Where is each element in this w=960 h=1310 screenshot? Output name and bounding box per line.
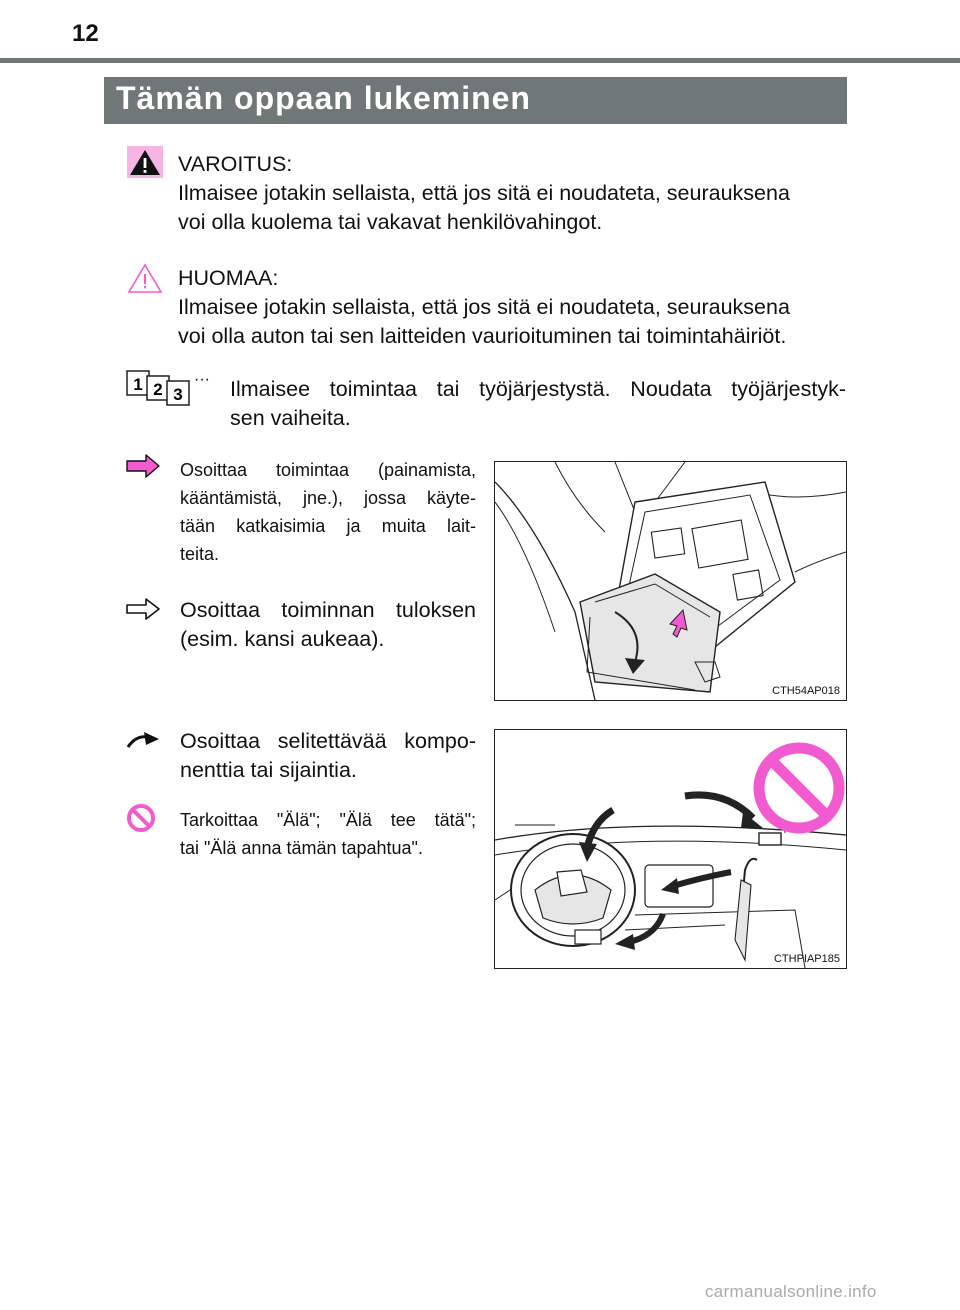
header-rule [0, 58, 960, 63]
curved-pointer-arrow-icon [126, 731, 160, 749]
warning-triangle-filled-icon [127, 146, 163, 178]
pink-arrow-icon [126, 454, 160, 478]
result-line-1: Osoittaa toiminnan tuloksen [180, 598, 476, 622]
warning-triangle-outline-icon [127, 262, 163, 294]
dashboard-illustration [495, 730, 846, 968]
outline-arrow-icon [126, 597, 160, 621]
operation-line-1: Osoittaa toimintaa (painamista, [180, 460, 476, 480]
warning-text [178, 150, 846, 237]
numbered-steps-icon [126, 370, 221, 406]
step-number-2: 2 [153, 380, 163, 399]
result-text [180, 596, 476, 654]
notice-line-2: voi olla auton tai sen laitteiden vaurioituminen tai toimintahäiriöt. [178, 324, 787, 348]
component-text [180, 727, 476, 785]
page-number: 12 [72, 20, 99, 47]
overhead-console-illustration [495, 462, 846, 700]
warning-line-2: voi olla kuolema tai vakavat henkilövahingot. [178, 210, 603, 234]
operation-line-4: teita. [180, 544, 220, 564]
result-line-2: (esim. kansi aukeaa). [180, 627, 385, 651]
steps-line-2: sen vaiheita. [230, 406, 351, 430]
notice-text [178, 264, 846, 351]
footer-watermark: carmanualsonline.info [705, 1282, 877, 1301]
do-not-line-1: Tarkoittaa "Älä"; "Älä tee tätä"; [180, 810, 476, 830]
operation-text [180, 456, 476, 568]
warning-label: VAROITUS: [178, 152, 293, 176]
section-title: Tämän oppaan lukeminen [116, 80, 531, 116]
component-line-2: nenttia tai sijaintia. [180, 758, 357, 782]
notice-label: HUOMAA: [178, 266, 279, 290]
figure-1-code: CTH54AP018 [772, 685, 840, 697]
operation-line-2: kääntämistä, jne.), jossa käyte- [180, 488, 476, 508]
steps-text [230, 375, 846, 433]
component-line-1: Osoittaa selitettävää kompo- [180, 729, 476, 753]
figure-overhead-console [494, 461, 847, 701]
step-number-3: 3 [173, 385, 183, 404]
prohibition-icon [126, 803, 156, 833]
operation-line-3: tään katkaisimia ja muita lait- [180, 516, 476, 536]
figure-dashboard [494, 729, 847, 969]
warning-line-1: Ilmaisee jotakin sellaista, että jos sitä ei noudateta, seurauksena [178, 181, 790, 205]
steps-line-1: Ilmaisee toimintaa tai työjärjestystä. Noudata työjärjestyk- [230, 377, 846, 401]
do-not-line-2: tai "Älä anna tämän tapahtua". [180, 838, 423, 858]
step-number-1: 1 [133, 375, 143, 394]
notice-line-1: Ilmaisee jotakin sellaista, että jos sitä ei noudateta, seurauksena [178, 295, 790, 319]
steps-ellipsis: ··· [194, 371, 210, 388]
figure-2-code: CTHPIAP185 [773, 953, 840, 965]
do-not-text [180, 806, 476, 862]
